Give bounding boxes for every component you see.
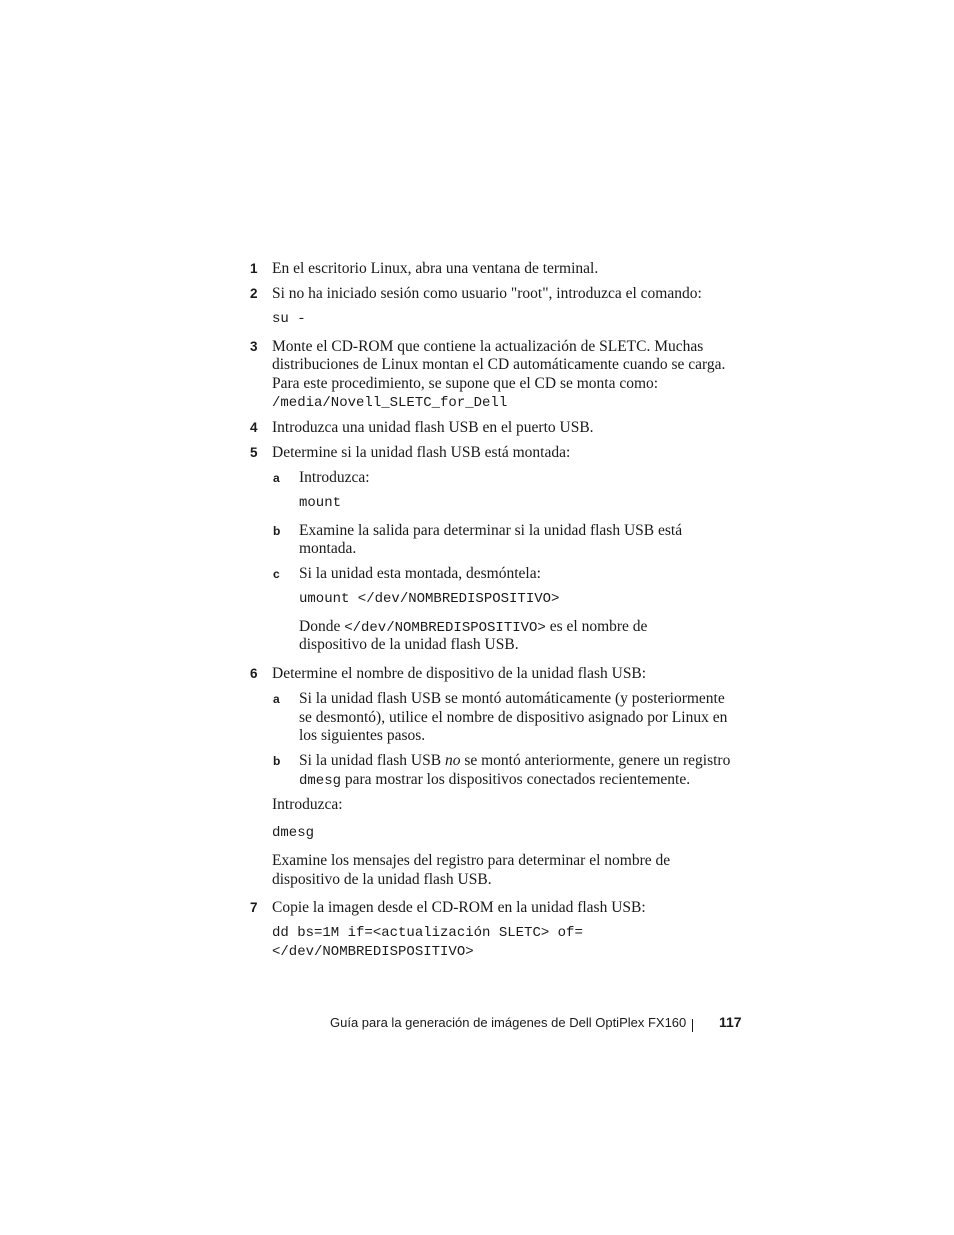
examine-text-line: Examine los mensajes del registro para determinar el nombre de	[272, 852, 671, 869]
command-code: su -	[272, 311, 306, 327]
substep-text-line: se desmontó), utilice el nombre de dispositivo asignado por Linux en	[299, 709, 728, 726]
step-text-line: distribuciones de Linux montan el CD automáticamente cuando se carga.	[272, 356, 726, 373]
mount-path-code: /media/Novell_SLETC_for_Dell	[272, 395, 508, 411]
substep-text-line: Si la unidad flash USB se montó automáticamente (y posteriormente	[299, 690, 725, 707]
step-text-line: Monte el CD-ROM que contiene la actualización de SLETC. Muchas	[272, 338, 704, 355]
step-number: 2	[250, 286, 258, 301]
step-number: 1	[250, 261, 258, 276]
substep-text-line: los siguientes pasos.	[299, 727, 426, 744]
where-text-line: dispositivo de la unidad flash USB.	[299, 636, 519, 653]
where-prefix: Donde	[299, 618, 345, 635]
step-number: 5	[250, 445, 258, 460]
step-text: Si no ha iniciado sesión como usuario "root", introduzca el comando:	[272, 285, 702, 302]
footer-title: Guía para la generación de imágenes de Dell OptiPlex FX160	[330, 1015, 687, 1030]
step-text: En el escritorio Linux, abra una ventana de terminal.	[272, 260, 599, 277]
command-code-line: </dev/NOMBREDISPOSITIVO>	[272, 944, 474, 960]
step-text: Determine si la unidad flash USB está montada:	[272, 444, 571, 461]
substep-prefix: Si la unidad flash USB	[299, 752, 445, 769]
substep-line-text: para mostrar los dispositivos conectados recientemente.	[341, 771, 691, 788]
command-code: umount </dev/NOMBREDISPOSITIVO>	[299, 591, 560, 607]
substep-letter: b	[273, 524, 281, 538]
step-text-line: Para este procedimiento, se supone que el CD se monta como:	[272, 375, 659, 392]
examine-text-line: dispositivo de la unidad flash USB.	[272, 871, 492, 888]
enter-label: Introduzca:	[272, 796, 343, 813]
substep-letter: c	[273, 567, 280, 581]
substep-suffix: se montó anteriormente, genere un registro	[460, 752, 731, 769]
footer-divider	[692, 1019, 693, 1032]
command-code: dmesg	[272, 825, 315, 841]
command-code-line: dd bs=1M if=<actualización SLETC> of=	[272, 925, 583, 941]
step-text: Determine el nombre de dispositivo de la unidad flash USB:	[272, 665, 647, 682]
step-number: 6	[250, 666, 258, 681]
step-number: 4	[250, 420, 258, 435]
substep-text-line	[299, 771, 744, 791]
emphasis-no: no	[444, 752, 461, 769]
where-text-line	[299, 618, 744, 638]
substep-letter: a	[273, 692, 280, 706]
step-number: 3	[250, 339, 258, 354]
command-code: mount	[299, 495, 342, 511]
substep-text-line: Examine la salida para determinar si la unidad flash USB está	[299, 522, 683, 539]
where-suffix: es el nombre de	[545, 618, 648, 635]
where-code: </dev/NOMBREDISPOSITIVO>	[344, 620, 546, 636]
step-number: 7	[250, 900, 258, 915]
substep-text: Si la unidad esta montada, desmóntela:	[299, 565, 541, 582]
substep-text-line	[299, 752, 744, 771]
page-number: 117	[719, 1014, 742, 1030]
dmesg-inline-code: dmesg	[299, 773, 342, 789]
step-text: Copie la imagen desde el CD-ROM en la unidad flash USB:	[272, 899, 646, 916]
substep-letter: a	[273, 471, 280, 485]
substep-text: Introduzca:	[299, 469, 370, 486]
step-text: Introduzca una unidad flash USB en el puerto USB.	[272, 419, 594, 436]
substep-letter: b	[273, 754, 281, 768]
substep-text-line: montada.	[299, 540, 357, 557]
